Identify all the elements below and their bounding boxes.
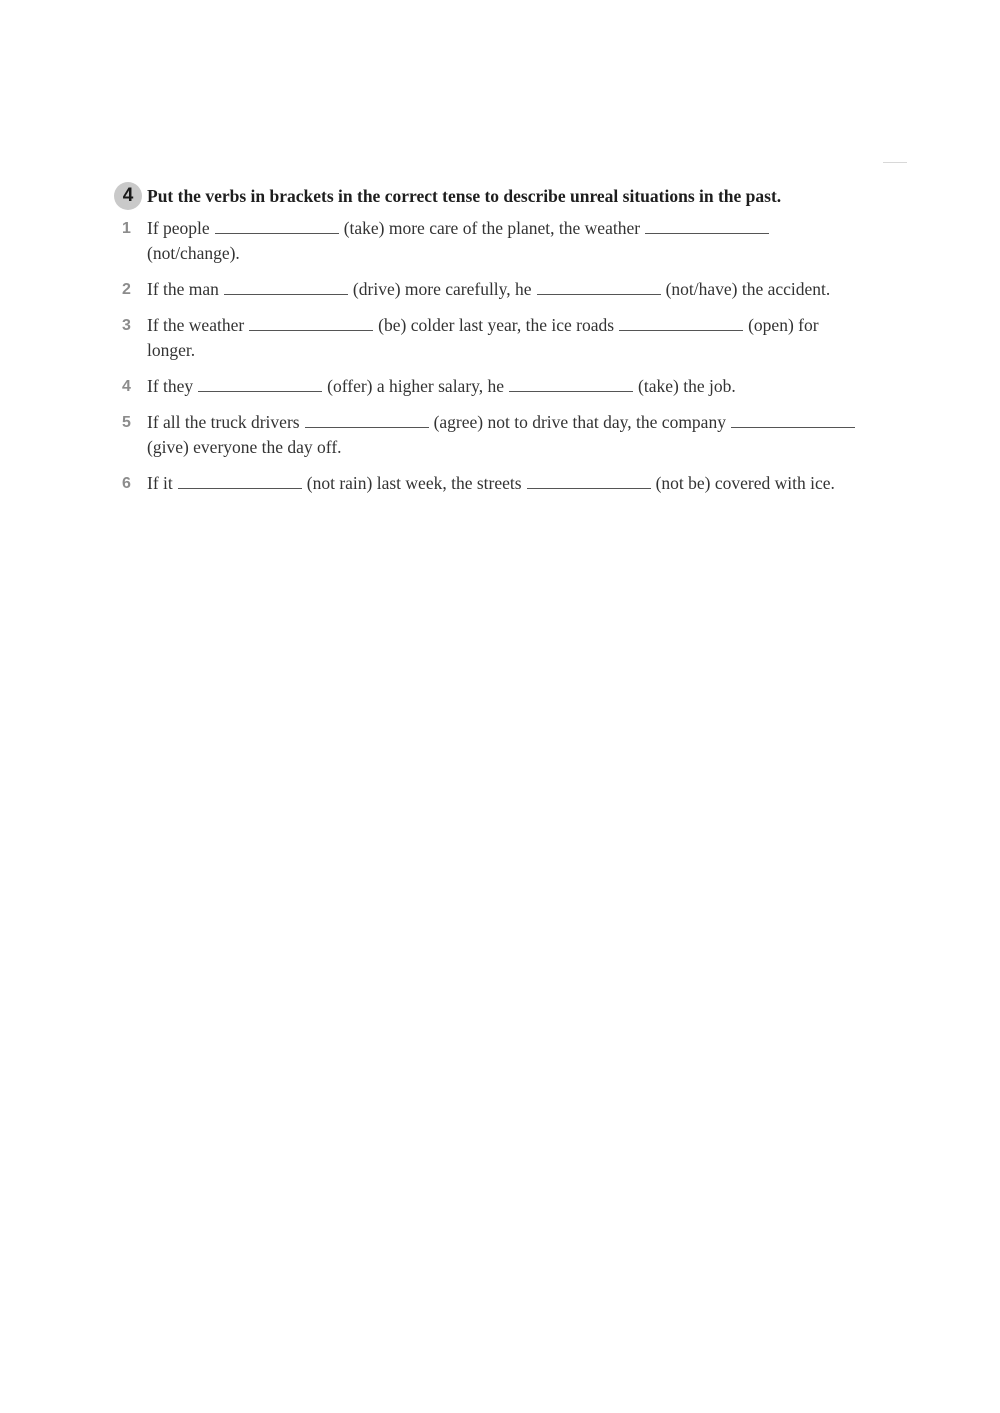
sentence-part: (offer) a higher salary, he [327, 376, 505, 396]
answer-blank[interactable] [224, 280, 348, 295]
item-number: 1 [122, 220, 131, 237]
item-number: 2 [122, 281, 131, 298]
sentence-part: (take) the job. [638, 376, 736, 396]
sentence-part: (not be) covered with ice. [655, 473, 835, 493]
item-number: 6 [122, 475, 131, 492]
sentence-part: (agree) not to drive that day, the company [433, 412, 726, 432]
item-sentence [147, 374, 914, 399]
answer-blank[interactable] [178, 474, 302, 489]
sentence-part: (take) more care of the planet, the weather [343, 218, 641, 238]
item-number: 5 [122, 414, 131, 431]
exercise-items [114, 216, 914, 496]
answer-blank[interactable] [198, 377, 322, 392]
answer-blank[interactable] [731, 413, 855, 428]
answer-blank[interactable] [645, 219, 769, 234]
answer-blank[interactable] [537, 280, 661, 295]
sentence-part: If the weather [147, 315, 245, 335]
exercise-4 [114, 181, 914, 496]
answer-blank[interactable] [509, 377, 633, 392]
list-item [114, 313, 914, 363]
exercise-instruction: Put the verbs in brackets in the correct tense to describe unreal situations in the past. [147, 185, 782, 206]
sentence-part: If they [147, 376, 194, 396]
list-item [114, 277, 914, 302]
item-sentence [147, 216, 914, 266]
page-corner-mark [883, 162, 907, 163]
list-item [114, 471, 914, 496]
list-item [114, 216, 914, 266]
sentence-part: If people [147, 218, 210, 238]
item-sentence [147, 277, 914, 302]
exercise-number-badge: 4 [114, 182, 142, 210]
answer-blank[interactable] [249, 316, 373, 331]
answer-blank[interactable] [215, 219, 339, 234]
answer-blank[interactable] [619, 316, 743, 331]
sentence-part: (not/have) the accident. [665, 279, 831, 299]
sentence-part: If the man [147, 279, 219, 299]
sentence-part: (not rain) last week, the streets [306, 473, 522, 493]
sentence-part: (be) colder last year, the ice roads [378, 315, 615, 335]
item-number: 4 [122, 378, 131, 395]
item-sentence [147, 313, 847, 363]
item-sentence [147, 410, 914, 460]
sentence-part: If all the truck drivers [147, 412, 300, 432]
answer-blank[interactable] [305, 413, 429, 428]
sentence-part: (open) for longer. [147, 315, 819, 360]
answer-blank[interactable] [527, 474, 651, 489]
item-sentence [147, 471, 914, 496]
item-number: 3 [122, 317, 131, 334]
exercise-header [114, 181, 914, 211]
sentence-part: (drive) more carefully, he [352, 279, 532, 299]
list-item [114, 374, 914, 399]
list-item [114, 410, 914, 460]
sentence-part: (not/change). [147, 243, 240, 263]
sentence-part: (give) everyone the day off. [147, 437, 342, 457]
sentence-part: If it [147, 473, 173, 493]
